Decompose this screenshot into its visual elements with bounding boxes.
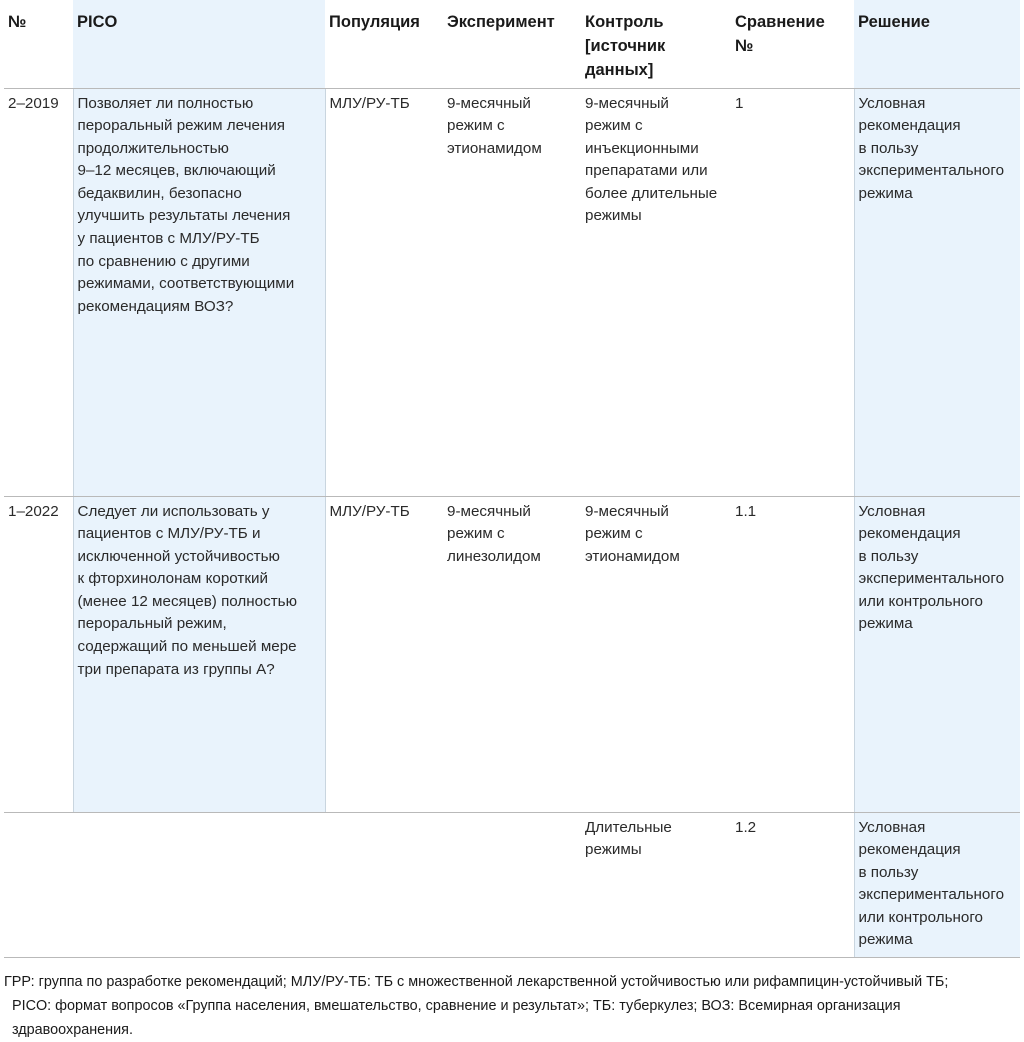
pico-table bbox=[4, 0, 1020, 958]
table-row bbox=[4, 812, 1020, 957]
cell-comparison: 1.1 bbox=[731, 496, 854, 812]
header-experiment: Эксперимент bbox=[443, 0, 581, 88]
cell-population: МЛУ/РУ-ТБ bbox=[325, 88, 443, 496]
cell-comparison: 1 bbox=[731, 88, 854, 496]
cell-decision: Условная рекомендация в пользу экспериментального режима bbox=[854, 88, 1020, 496]
cell-num bbox=[4, 812, 73, 957]
table-row bbox=[4, 88, 1020, 496]
header-num: № bbox=[4, 0, 73, 88]
header-decision: Решение bbox=[854, 0, 1020, 88]
footnote-line-1: ГРР: группа по разработке рекомендаций; МЛУ/РУ-ТБ: ТБ с множественной лекарственной устойчивостью или рифампицин-устойчивый ТБ; bbox=[4, 974, 949, 990]
cell-population: МЛУ/РУ-ТБ bbox=[325, 496, 443, 812]
cell-control: 9-месячный режим с этионамидом bbox=[581, 496, 731, 812]
cell-pico-question: Следует ли использовать у пациентов с МЛУ/РУ-ТБ и исключенной устойчивостью к фторхинолонам короткий (менее 12 месяцев) полностью пероральный режим, содержащий по меньшей мере три препарата из группы А? bbox=[73, 496, 325, 812]
header-pico: PICO bbox=[73, 0, 325, 88]
cell-population bbox=[325, 812, 443, 957]
cell-experiment: 9-месячный режим с линезолидом bbox=[443, 496, 581, 812]
header-comparison: Сравнение № bbox=[731, 0, 854, 88]
footnote-line-2: PICO: формат вопросов «Группа населения, вмешательство, сравнение и результат»; ТБ: туберкулез; ВОЗ: Всемирная организация здравоохранения. bbox=[12, 998, 901, 1038]
cell-pico-question: Позволяет ли полностью пероральный режим лечения продолжительностью 9–12 месяцев, включающий бедаквилин, безопасно улучшить результаты лечения у пациентов с МЛУ/РУ-ТБ по сравнению с другими режимами, соответствующими рекомендациям ВОЗ? bbox=[73, 88, 325, 496]
cell-control: Длительные режимы bbox=[581, 812, 731, 957]
cell-decision: Условная рекомендация в пользу экспериментального или контрольного режима bbox=[854, 496, 1020, 812]
cell-decision: Условная рекомендация в пользу экспериментального или контрольного режима bbox=[854, 812, 1020, 957]
table-row bbox=[4, 496, 1020, 812]
cell-pico-question bbox=[73, 812, 325, 957]
cell-comparison: 1.2 bbox=[731, 812, 854, 957]
cell-experiment bbox=[443, 812, 581, 957]
cell-control: 9-месячный режим с инъекционными препаратами или более длительные режимы bbox=[581, 88, 731, 496]
cell-num: 2–2019 bbox=[4, 88, 73, 496]
header-population: Популяция bbox=[325, 0, 443, 88]
header-control: Контроль [источник данных] bbox=[581, 0, 731, 88]
cell-experiment: 9-месячный режим с этионамидом bbox=[443, 88, 581, 496]
header-row bbox=[4, 0, 1020, 88]
cell-num: 1–2022 bbox=[4, 496, 73, 812]
table-footnote bbox=[4, 970, 1020, 1042]
